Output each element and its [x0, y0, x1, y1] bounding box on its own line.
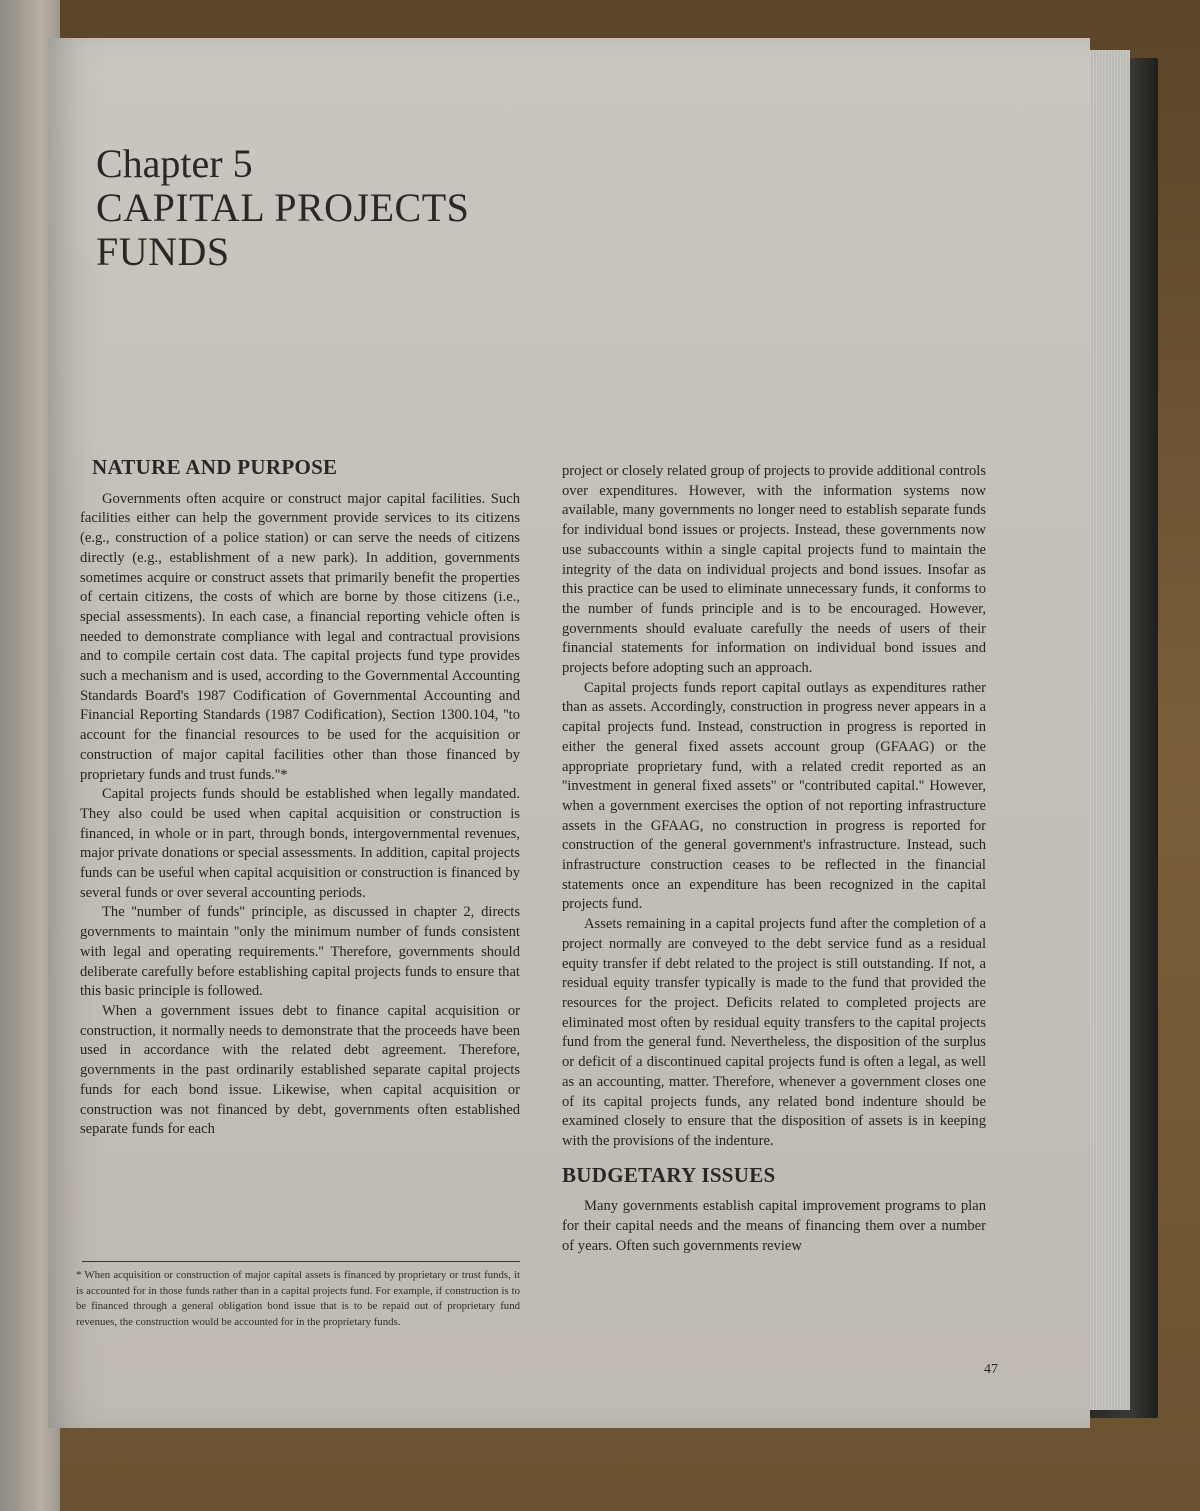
left-column: [80, 455, 520, 1140]
section-heading-budgetary: BUDGETARY ISSUES: [562, 1162, 776, 1187]
paragraph: The ''number of funds'' principle, as discussed in chapter 2, directs governments to maintain ''only the minimum number of funds consistent with legal and operating requirements.'' Therefore, governments should deliberate carefully before establishing capital projects funds to ensure that this basic principle is followed.: [80, 904, 520, 1000]
paragraph: Capital projects funds should be established when legally mandated. They also could be used when capital acquisition or construction is financed, in whole or in part, through bonds, intergovernmental revenues, major private donations or special assessments. In addition, capital projects funds can be useful when capital acquisition or construction is financed by several funds or over several accounting periods.: [80, 786, 520, 901]
paragraph: When a government issues debt to finance capital acquisition or construction, it normally needs to demonstrate that the proceeds have been used in accordance with the related debt agreement. Therefore, governments in the past ordinarily established separate capital projects funds for each bond issue. Likewise, when capital acquisition or construction was not financed by debt, governments often established separate funds for each: [80, 1002, 520, 1138]
paragraph: Capital projects funds report capital outlays as expenditures rather than as assets. Accordingly, construction in progress never appears in a capital projects fund. Instead, construction in progress is reported in either the general fixed assets account group (GFAAG) or the appropriate proprietary fund, with a related credit reported as an ''investment in general fixed assets'' or ''contributed capital.'' However, when a government exercises the option of not reporting infrastructure assets in the GFAAG, no construction in progress is reported for construction of the general government's infrastructure. Instead, such infrastructure construction ceases to be reflected in the financial statements once an expenditure has been recognized in the capital projects fund.: [562, 679, 986, 913]
footnote-rule: [82, 1261, 520, 1262]
footnote: * When acquisition or construction of major capital assets is financed by proprietary or trust funds, it is accounted for in those funds rather than in a capital projects fund. For example, if construction is to be financed through a general obligation bond issue that is to be repaid out of proprietary fund revenues, the construction would be accounted for in the proprietary funds.: [76, 1269, 520, 1328]
chapter-heading: [96, 142, 616, 274]
chapter-number: Chapter 5: [96, 141, 253, 186]
chapter-title-line1: CAPITAL PROJECTS: [96, 185, 470, 230]
paragraph-continuation: project or closely related group of projects to provide additional controls over expenditures. However, with the information systems now available, many governments no longer need to establish separate funds for individual bond issues or projects. Instead, these governments now use subaccounts within a single capital projects fund to maintain the integrity of the data on individual projects and bond issues. Insofar as this practice can be used to eliminate unnecessary funds, it conforms to the number of funds principle and is to be encouraged. However, governments should evaluate carefully the needs of users of their financial statements for information on individual bond issues and projects before adopting such an approach.: [562, 463, 986, 677]
paragraph: Governments often acquire or construct major capital facilities. Such facilities either can help the government provide services to its citizens (e.g., construction of a police station) or can serve the needs of citizens directly (e.g., establishment of a new park). In addition, governments sometimes acquire or construct assets that primarily benefit the properties of certain citizens, the costs of which are borne by those citizens (i.e., special assessments). In each case, a financial reporting vehicle often is needed to demonstrate compliance with legal and contractual provisions and to compile certain cost data. The capital projects fund type provides such a mechanism and is used, according to the Governmental Accounting Standards Board's 1987 Codification of Governmental Accounting and Financial Reporting Standards (1987 Codification), Section 1300.104, ''to account for the financial resources to be used for the acquisition or construction of major capital facilities other than those financed by proprietary funds and trust funds.''*: [80, 490, 520, 783]
right-column: [562, 462, 986, 1256]
page-number: 47: [984, 1362, 998, 1377]
paragraph: Assets remaining in a capital projects fund after the completion of a project normally are conveyed to the debt service fund as a residual equity transfer if debt related to the project is still outstanding. If not, a residual equity transfer typically is made to the fund that provided the resources for the project. Deficits related to completed projects are eliminated most often by residual equity transfers to the capital projects fund from the general fund. Nevertheless, the disposition of the surplus or deficit of a discontinued capital projects fund is often a legal, as well as an accounting, matter. Therefore, whenever a government closes one of its capital projects funds, any related bond indenture should be examined closely to ensure that the disposition of assets is in keeping with the provisions of the indenture.: [562, 916, 986, 1149]
paragraph: Many governments establish capital improvement programs to plan for their capital needs and the means of financing them over a number of years. Often such governments review: [562, 1198, 986, 1254]
section-heading-nature: NATURE AND PURPOSE: [92, 455, 338, 479]
chapter-title-line2: FUNDS: [96, 229, 230, 274]
book-page: [48, 38, 1090, 1428]
